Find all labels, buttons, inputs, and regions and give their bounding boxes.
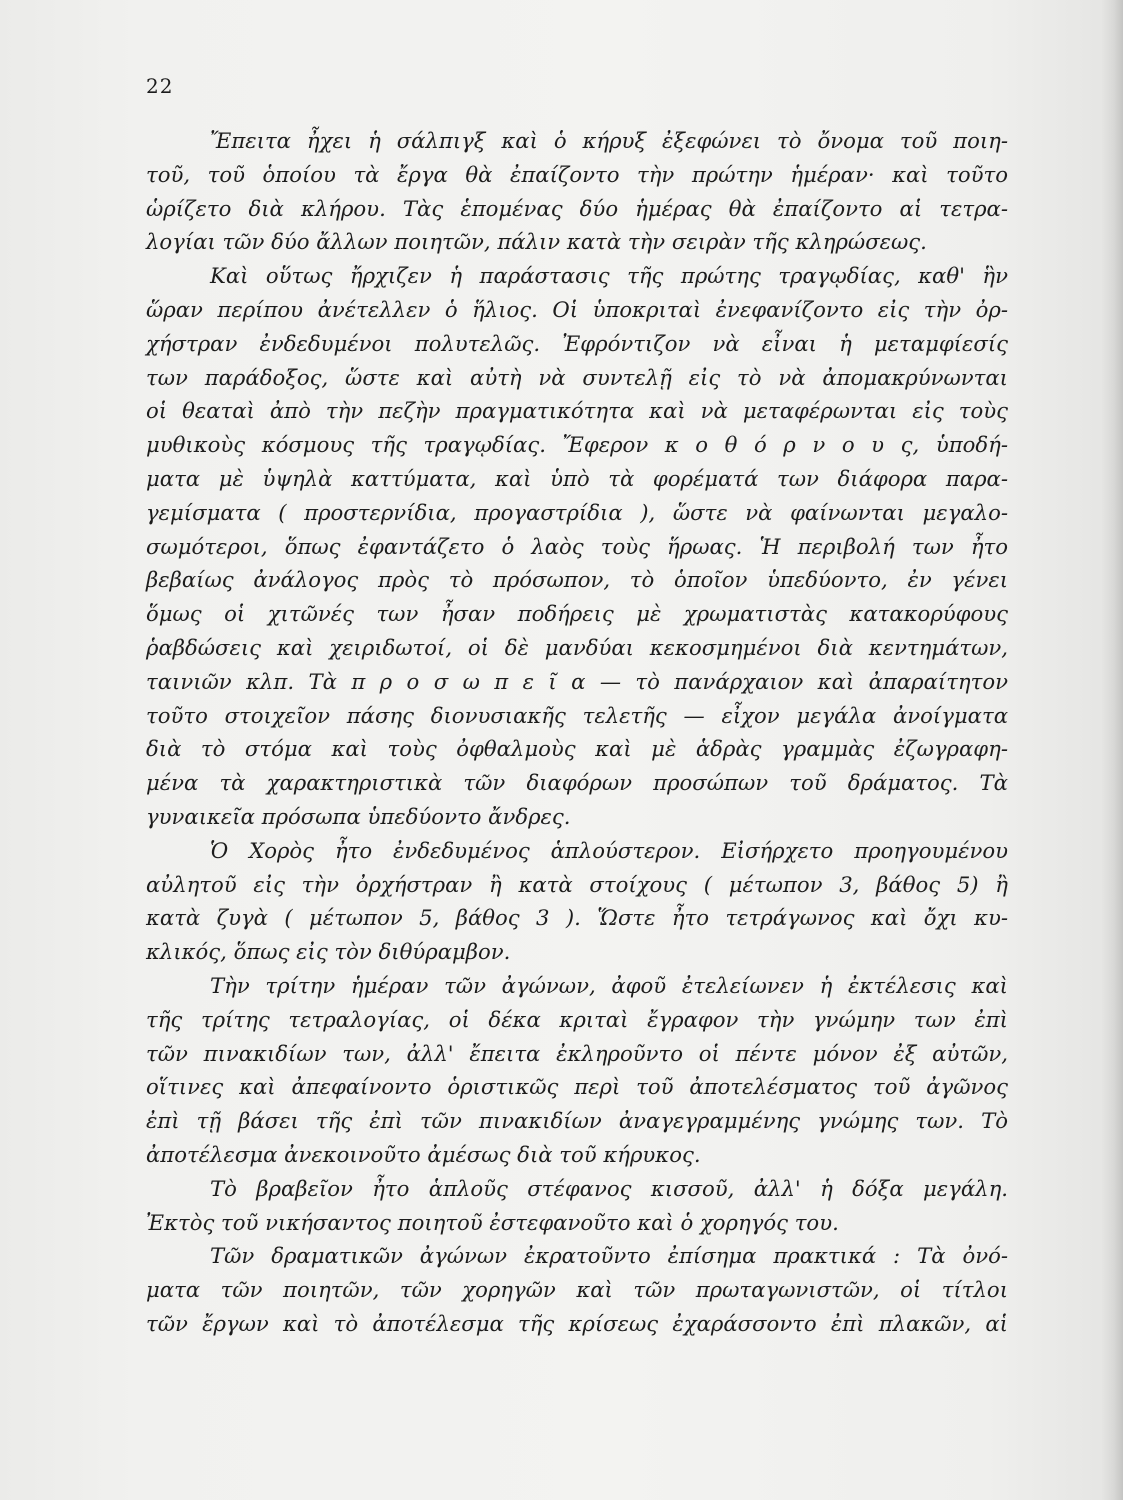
text-line: ὅμως οἱ χιτῶνές των ἦσαν ποδήρεις μὲ χρωματιστὰς κατακορύφους xyxy=(146,601,1008,627)
text-line: τοῦτο στοιχεῖον πάσης διονυσιακῆς τελετῆς — εἶχον μεγάλα ἀνοίγματα xyxy=(146,702,1008,728)
text-line: διὰ τὸ στόμα καὶ τοὺς ὀφθαλμοὺς καὶ μὲ ἁδρὰς γραμμὰς ἐζωγραφη- xyxy=(146,736,1008,762)
text-line: οἱ θεαταὶ ἀπὸ τὴν πεζὴν πραγματικότητα καὶ νὰ μεταφέρωνται εἰς τοὺς xyxy=(146,398,1008,424)
text-line: Τὸ βραβεῖον ἦτο ἁπλοῦς στέφανος κισσοῦ, ἀλλ' ἡ δόξα μεγάλη. xyxy=(210,1175,1008,1201)
text-line: κατὰ ζυγὰ ( μέτωπον 5, βάθος 3 ). Ὥστε ἦτο τετράγωνος καὶ ὄχι κυ- xyxy=(146,905,1008,931)
text-line: κλικός, ὅπως εἰς τὸν διθύραμβον. xyxy=(146,939,511,965)
text-line: τῶν ἔργων καὶ τὸ ἀποτέλεσμα τῆς κρίσεως ἐχαράσσοντο ἐπὶ πλακῶν, αἱ xyxy=(146,1310,1008,1336)
page-number: 22 xyxy=(146,74,174,98)
text-line: ὡρίζετο διὰ κλήρου. Τὰς ἑπομένας δύο ἡμέρας θὰ ἐπαίζοντο αἱ τετρα- xyxy=(146,195,1008,221)
text-line: Καὶ οὕτως ἤρχιζεν ἡ παράστασις τῆς πρώτης τραγῳδίας, καθ' ἣν xyxy=(210,263,1008,289)
text-line: Τῶν δραματικῶν ἀγώνων ἐκρατοῦντο ἐπίσημα πρακτικά : Τὰ ὀνό- xyxy=(210,1243,1008,1269)
text-line: ῥαβδώσεις καὶ χειριδωτοί, οἱ δὲ μανδύαι κεκοσμημένοι διὰ κεντημάτων, xyxy=(146,634,1008,660)
text-line: σωμότεροι, ὅπως ἐφαντάζετο ὁ λαὸς τοὺς ἥρωας. Ἡ περιβολή των ἦτο xyxy=(146,533,1008,559)
text-line: γεμίσματα ( προστερνίδια, προγαστρίδια ), ὥστε νὰ φαίνωνται μεγαλο- xyxy=(146,499,1008,525)
page-edge-shadow xyxy=(1101,0,1123,1500)
text-line: Ὁ Χορὸς ἦτο ἐνδεδυμένος ἁπλούστερον. Εἰσήρχετο προηγουμένου xyxy=(210,837,1008,863)
text-line: βεβαίως ἀνάλογος πρὸς τὸ πρόσωπον, τὸ ὁποῖον ὑπεδύοντο, ἐν γένει xyxy=(146,567,1008,593)
text-line: τῆς τρίτης τετραλογίας, οἱ δέκα κριταὶ ἔγραφον τὴν γνώμην των ἐπὶ xyxy=(146,1006,1008,1032)
text-line: γυναικεῖα πρόσωπα ὑπεδύοντο ἄνδρες. xyxy=(146,803,571,829)
text-line: τοῦ, τοῦ ὁποίου τὰ ἔργα θὰ ἐπαίζοντο τὴν πρώτην ἡμέραν· καὶ τοῦτο xyxy=(146,161,1008,187)
text-line: των παράδοξος, ὥστε καὶ αὐτὴ νὰ συντελῇ εἰς τὸ νὰ ἀπομακρύνωνται xyxy=(146,364,1008,390)
text-line: ματα μὲ ὑψηλὰ καττύματα, καὶ ὑπὸ τὰ φορέματά των διάφορα παρα- xyxy=(146,465,1008,491)
text-line: μυθικοὺς κόσμους τῆς τραγῳδίας. Ἔφερον κ ο θ ό ρ ν ο υ ς, ὑποδή- xyxy=(146,432,1008,458)
text-line: Ἐκτὸς τοῦ νικήσαντος ποιητοῦ ἐστεφανοῦτο καὶ ὁ χορηγός του. xyxy=(146,1209,839,1235)
text-line: Τὴν τρίτην ἡμέραν τῶν ἀγώνων, ἀφοῦ ἐτελείωνεν ἡ ἐκτέλεσις καὶ xyxy=(210,972,1008,998)
body-text xyxy=(146,124,1008,1341)
text-line: τῶν πινακιδίων των, ἀλλ' ἔπειτα ἐκληροῦντο οἱ πέντε μόνον ἐξ αὐτῶν, xyxy=(146,1040,1008,1066)
text-line: Ἔπειτα ἦχει ἡ σάλπιγξ καὶ ὁ κήρυξ ἐξεφώνει τὸ ὄνομα τοῦ ποιη- xyxy=(210,128,1008,153)
text-line: ἀποτέλεσμα ἀνεκοινοῦτο ἀμέσως διὰ τοῦ κήρυκος. xyxy=(146,1141,701,1167)
text-line: λογίαι τῶν δύο ἄλλων ποιητῶν, πάλιν κατὰ τὴν σειρὰν τῆς κληρώσεως. xyxy=(146,229,927,255)
text-line: ματα τῶν ποιητῶν, τῶν χορηγῶν καὶ τῶν πρωταγωνιστῶν, οἱ τίτλοι xyxy=(146,1277,1008,1303)
text-line: αὐλητοῦ εἰς τὴν ὀρχήστραν ἢ κατὰ στοίχους ( μέτωπον 3, βάθος 5) ἢ xyxy=(146,871,1008,897)
text-line: ὥραν περίπου ἀνέτελλεν ὁ ἥλιος. Οἱ ὑποκριταὶ ἐνεφανίζοντο εἰς τὴν ὀρ- xyxy=(146,296,1008,322)
text-line: χήστραν ἐνδεδυμένοι πολυτελῶς. Ἐφρόντιζον νὰ εἶναι ἡ μεταμφίεσίς xyxy=(146,330,1008,356)
text-line: οἵτινες καὶ ἀπεφαίνοντο ὁριστικῶς περὶ τοῦ ἀποτελέσματος τοῦ ἀγῶνος xyxy=(146,1074,1008,1100)
text-line: ταινιῶν κλπ. Τὰ π ρ ο σ ω π ε ῖ α — τὸ πανάρχαιον καὶ ἀπαραίτητον xyxy=(146,668,1008,694)
text-line: μένα τὰ χαρακτηριστικὰ τῶν διαφόρων προσώπων τοῦ δράματος. Τὰ xyxy=(146,770,1008,796)
text-line: ἐπὶ τῇ βάσει τῆς ἐπὶ τῶν πινακιδίων ἀναγεγραμμένης γνώμης των. Τὸ xyxy=(146,1108,1008,1134)
